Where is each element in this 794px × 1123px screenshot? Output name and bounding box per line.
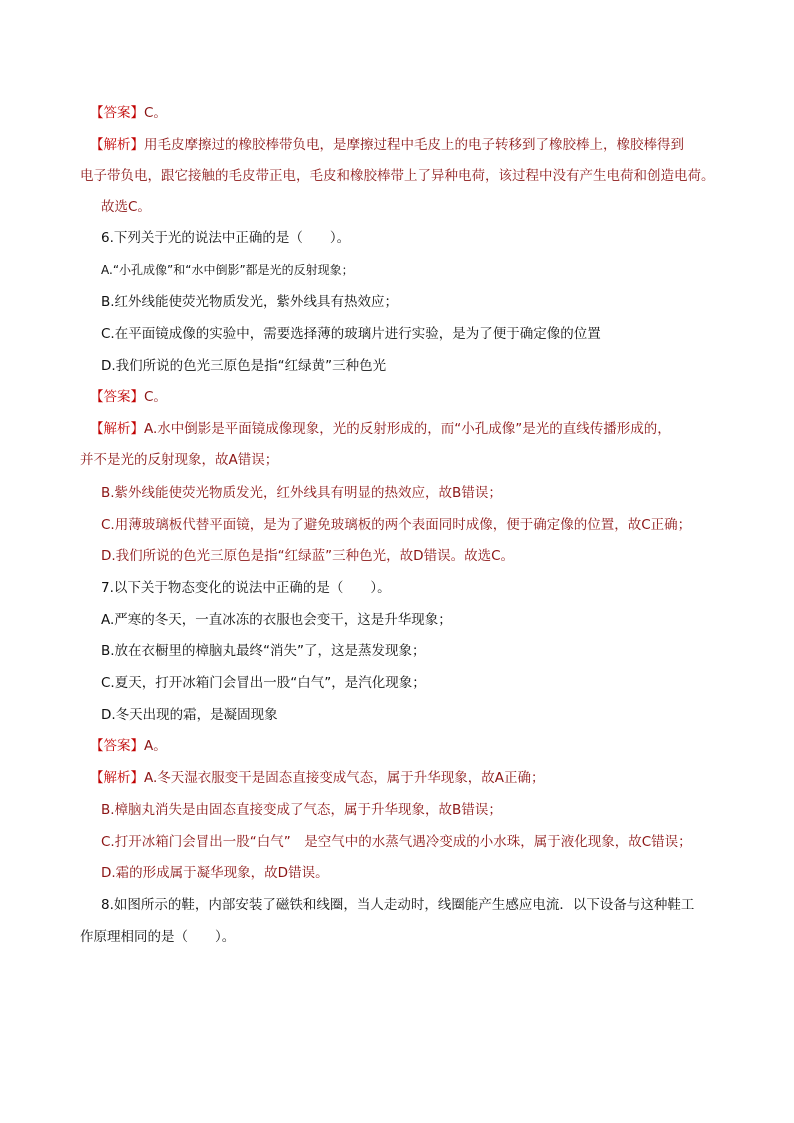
- q6-stem: 6.下列关于光的说法中正确的是（ ）。: [101, 230, 351, 246]
- q5-answer: [90, 105, 167, 121]
- q7-analysis: [90, 770, 545, 786]
- q6-option-a: A.“小孔成像”和“水中倒影”都是光的反射现象；: [101, 263, 354, 277]
- q7-answer: [90, 738, 167, 754]
- q6-option-b: B.红外线能使荧光物质发光，紫外线具有热效应；: [101, 294, 399, 310]
- answer-label: 【答案】: [90, 105, 144, 121]
- q6-analysis: [90, 421, 671, 437]
- q7-option-c: C.夏天，打开冰箱门会冒出一股“白气”，是汽化现象；: [101, 675, 426, 691]
- q5-analysis: [90, 137, 684, 153]
- analysis-label: 【解析】: [90, 770, 144, 786]
- analysis-text: A.水中倒影是平面镜成像现象，光的反射形成的，而“小孔成像”是光的直线传播形成的，: [144, 421, 671, 437]
- q5-analysis-cont: 电子带负电，跟它接触的毛皮带正电，毛皮和橡胶棒带上了异种电荷，该过程中没有产生电荷和创造电荷。: [80, 168, 715, 184]
- analysis-text: 用毛皮摩擦过的橡胶棒带负电，是摩擦过程中毛皮上的电子转移到了橡胶棒上，橡胶棒得到: [144, 137, 684, 153]
- answer-value: C。: [144, 105, 167, 121]
- q6-analysis-cont: 并不是光的反射现象，故A错误；: [80, 452, 279, 468]
- analysis-text: A.冬天湿衣服变干是固态直接变成气态，属于升华现象，故A正确；: [144, 770, 545, 786]
- q7-analysis-b: B.樟脑丸消失是由固态直接变成了气态，属于升华现象，故B错误；: [101, 802, 502, 818]
- q6-answer: [90, 389, 167, 405]
- q6-analysis-d: D.我们所说的色光三原色是指“红绿蓝”三种色光，故D错误。故选C。: [101, 548, 514, 564]
- analysis-label: 【解析】: [90, 421, 144, 437]
- q5-conclusion: 故选C。: [101, 199, 151, 215]
- q7-stem: 7.以下关于物态变化的说法中正确的是（ ）。: [101, 580, 391, 596]
- q8-stem: 8.如图所示的鞋，内部安装了磁铁和线圈，当人走动时，线圈能产生感应电流．以下设备与这种鞋工: [101, 897, 695, 913]
- q6-option-d: D.我们所说的色光三原色是指“红绿黄”三种色光: [101, 358, 387, 374]
- q6-option-c: C.在平面镜成像的实验中，需要选择薄的玻璃片进行实验，是为了便于确定像的位置: [101, 326, 601, 342]
- q7-option-b: B.放在衣橱里的樟脑丸最终“消失”了，这是蒸发现象；: [101, 643, 426, 659]
- answer-value: A。: [144, 738, 167, 754]
- answer-label: 【答案】: [90, 738, 144, 754]
- q8-stem-cont: 作原理相同的是（ ）。: [80, 929, 236, 945]
- q7-analysis-c: C.打开冰箱门会冒出一股“白气” 是空气中的水蒸气遇冷变成的小水珠，属于液化现象，故C错误；: [101, 834, 692, 850]
- q6-analysis-b: B.紫外线能使荧光物质发光，红外线具有明显的热效应，故B错误；: [101, 485, 502, 501]
- analysis-label: 【解析】: [90, 137, 144, 153]
- q7-analysis-d: D.霜的形成属于凝华现象，故D错误。: [101, 865, 329, 881]
- q6-analysis-c: C.用薄玻璃板代替平面镜，是为了避免玻璃板的两个表面同时成像，便于确定像的位置，故C正确；: [101, 517, 692, 533]
- q7-option-a: A.严寒的冬天，一直冰冻的衣服也会变干，这是升华现象；: [101, 612, 452, 628]
- answer-value: C。: [144, 389, 167, 405]
- q7-option-d: D.冬天出现的霜，是凝固现象: [101, 707, 278, 723]
- answer-label: 【答案】: [90, 389, 144, 405]
